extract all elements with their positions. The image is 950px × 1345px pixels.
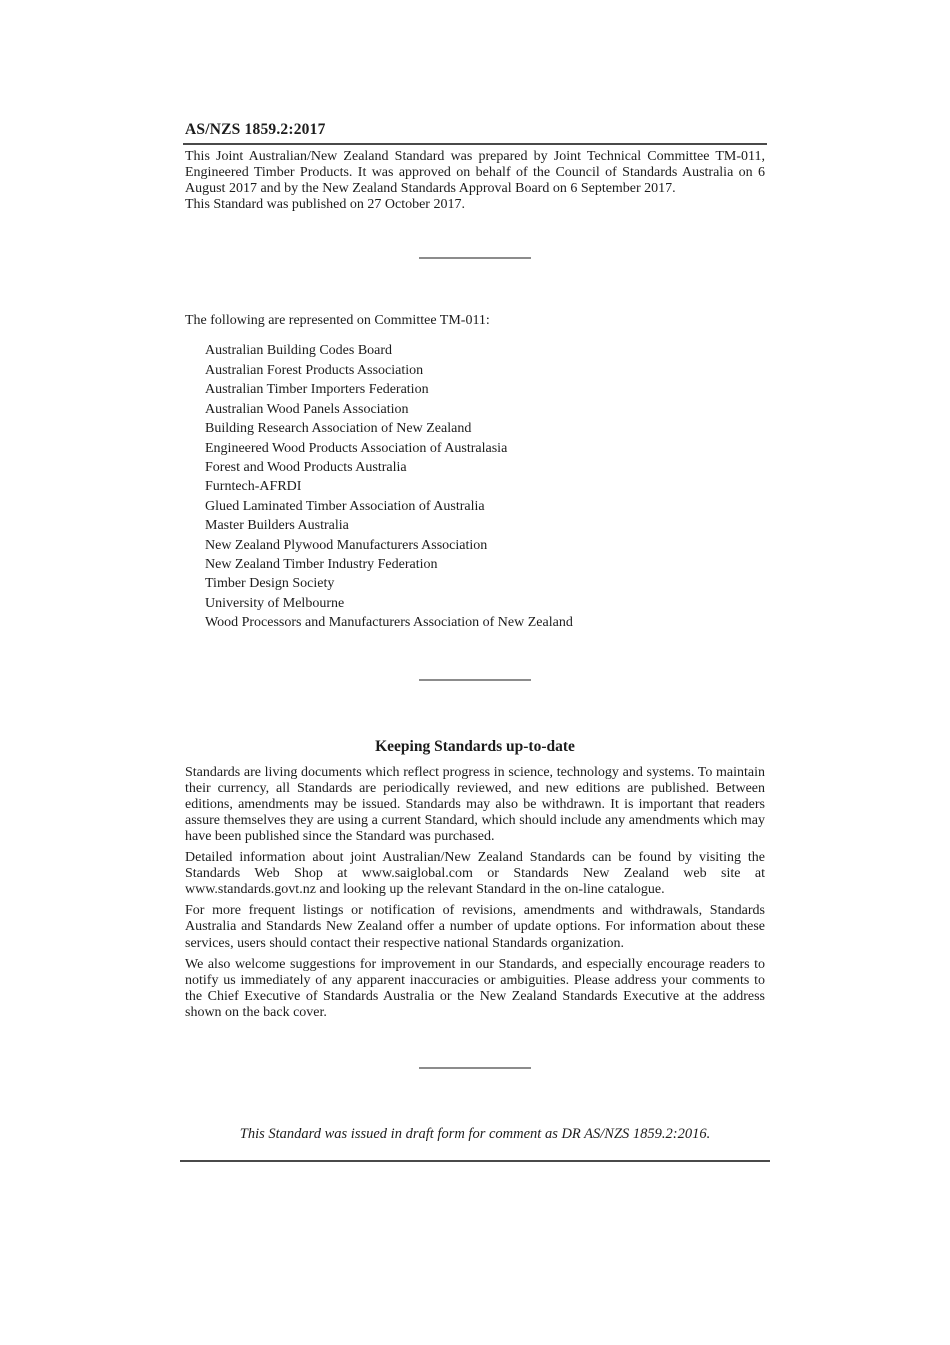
list-item: Australian Timber Importers Federation xyxy=(205,382,429,398)
list-item: New Zealand Timber Industry Federation xyxy=(205,556,438,572)
preparation-paragraph: This Joint Australian/New Zealand Standard was prepared by Joint Technical Committee TM-011, Engineered Timber Products. It was approved on behalf of the Council of Standards Australia on 6 August 2017 and by the New Zealand Standards Approval Board on 6 September 2017. xyxy=(185,149,765,197)
list-item: Engineered Wood Products Association of Australasia xyxy=(205,440,508,456)
list-item: Timber Design Society xyxy=(205,576,335,592)
bottom-rule xyxy=(180,1160,770,1162)
title-rule xyxy=(183,143,767,145)
keeping-paragraph: We also welcome suggestions for improvement in our Standards, and especially encourage readers to notify us immediately of any apparent inaccuracies or ambiguities. Please address your comments to the Chief Executive of Standards Australia or the New Zealand Standards Executive at the address shown on the back cover. xyxy=(185,956,765,1020)
committee-intro: The following are represented on Committee TM-011: xyxy=(185,313,490,329)
list-item: Australian Building Codes Board xyxy=(205,343,393,359)
list-item: University of Melbourne xyxy=(205,595,345,611)
list-item: Building Research Association of New Zealand xyxy=(205,421,472,437)
draft-comment-note: This Standard was issued in draft form for comment as DR AS/NZS 1859.2:2016. xyxy=(239,1125,711,1142)
list-item: Wood Processors and Manufacturers Association of New Zealand xyxy=(205,615,573,631)
section-divider xyxy=(419,1067,531,1069)
list-item: Furntech-AFRDI xyxy=(205,479,302,495)
keeping-standards-heading: Keeping Standards up-to-date xyxy=(375,737,575,755)
section-divider xyxy=(419,257,531,259)
list-item: Master Builders Australia xyxy=(205,518,349,534)
list-item: Forest and Wood Products Australia xyxy=(205,459,407,475)
publication-paragraph: This Standard was published on 27 October 2017. xyxy=(185,197,465,213)
keeping-paragraph: Standards are living documents which reflect progress in science, technology and systems. To maintain their currency, all Standards are periodically reviewed, and new editions are published. Between editions, amendments may be issued. Standards may also be withdrawn. It is important that readers assure themselves they are using a current Standard, which should include any amendments which may have been published since the Standard was purchased. xyxy=(185,764,765,844)
section-divider xyxy=(419,679,531,681)
list-item: Glued Laminated Timber Association of Australia xyxy=(205,498,485,514)
list-item: Australian Forest Products Association xyxy=(205,362,424,378)
keeping-paragraph: Detailed information about joint Australian/New Zealand Standards can be found by visiting the Standards Web Shop at www.saiglobal.com or Standards New Zealand web site at www.standards.govt.nz and looking up the relevant Standard in the on-line catalogue. xyxy=(185,850,765,898)
list-item: Australian Wood Panels Association xyxy=(205,401,409,417)
keeping-paragraph: For more frequent listings or notification of revisions, amendments and withdrawals, Standards Australia and Standards New Zealand offer a number of update options. For information about these services, users should contact their respective national Standards organization. xyxy=(185,903,765,951)
standard-number-title: AS/NZS 1859.2:2017 xyxy=(185,121,326,138)
page-content xyxy=(185,0,765,1162)
list-item: New Zealand Plywood Manufacturers Association xyxy=(205,537,488,553)
committee-member-list xyxy=(185,341,765,632)
